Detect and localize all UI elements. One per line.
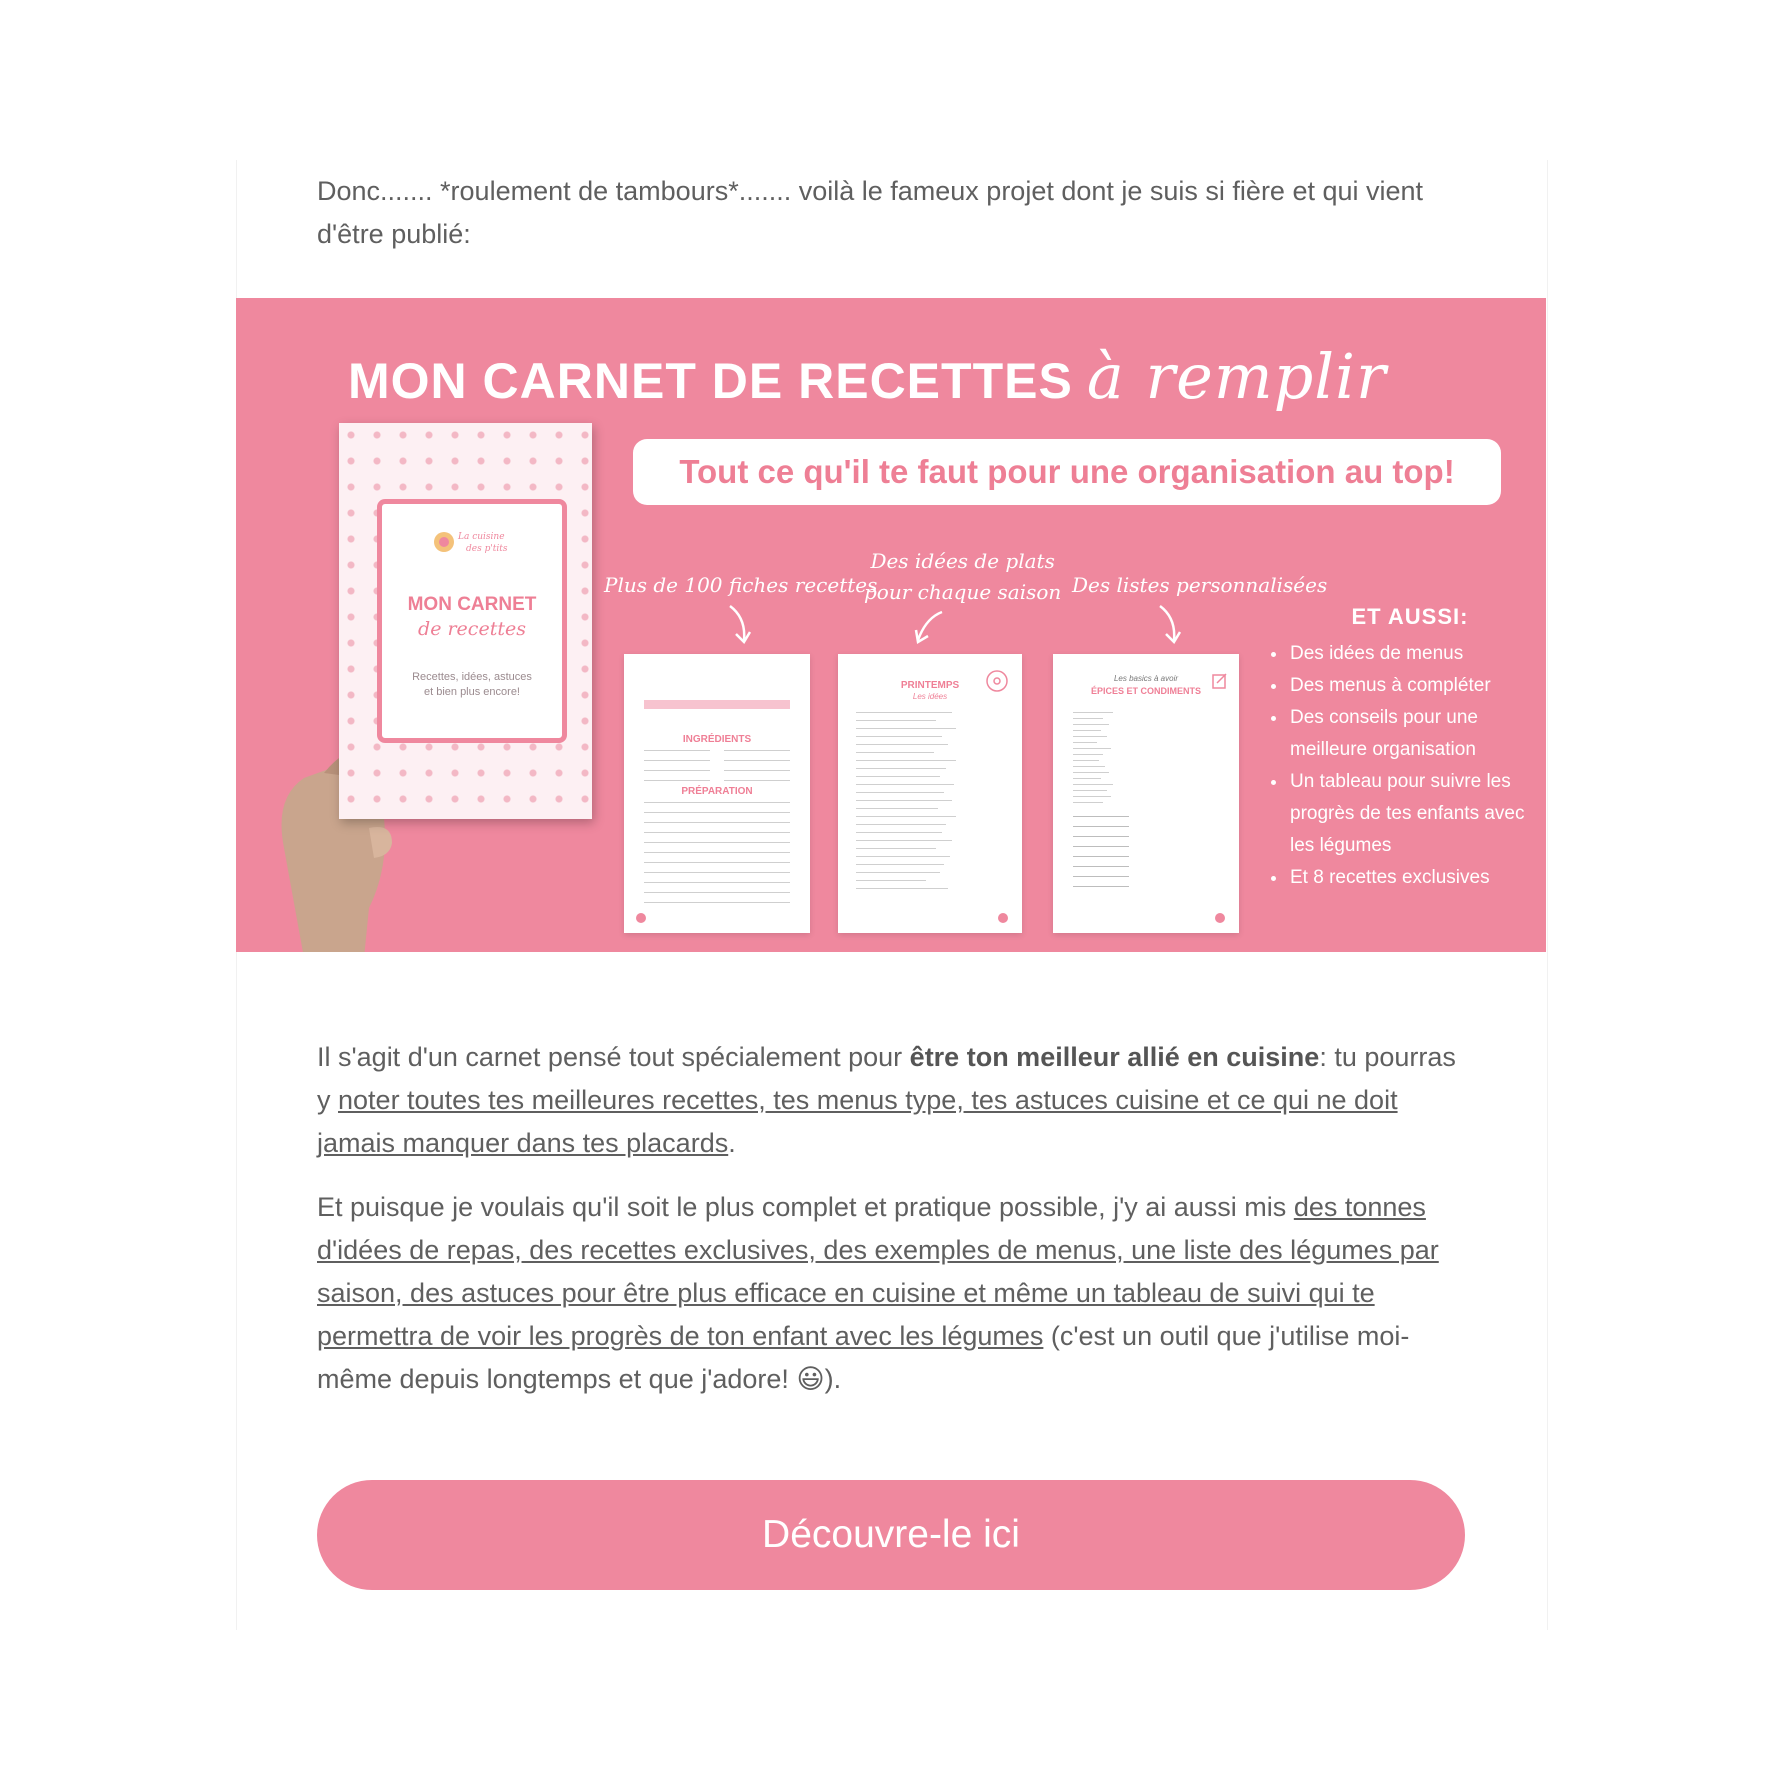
feature-label-seasons <box>864 546 1061 608</box>
sheet-line <box>644 802 790 803</box>
feature-label-lists: Des listes personnalisées <box>1072 573 1328 597</box>
sheet-line <box>644 822 790 823</box>
sheet-line <box>1073 718 1103 719</box>
sheet-line <box>856 776 940 777</box>
sheet-preparation-heading: PRÉPARATION <box>681 786 753 797</box>
flower-icon <box>984 668 1010 694</box>
sheet-line <box>1073 724 1109 725</box>
sheet-line <box>1073 784 1113 785</box>
para2-link[interactable]: des tonnes d'idées de repas, des recettes exclusives, des exemples de menus, une liste des légumes par saison, des astuces pour être plus efficace en cuisine et même un tableau de suivi qui te permettra de voir les progrès de ton enfant avec les légumes <box>317 1192 1439 1351</box>
para1-text: Il s'agit d'un carnet pensé tout spécialement pour <box>317 1042 910 1072</box>
sheet-line <box>1073 712 1113 713</box>
sheet-line <box>644 812 790 813</box>
sheet-dotted-line <box>1073 816 1129 817</box>
also-item: • Et 8 recettes exclusives <box>1288 862 1540 894</box>
sheet-dotted-line <box>1073 876 1129 877</box>
sheet-line <box>644 902 790 903</box>
sheet-line <box>1073 754 1103 755</box>
sheet-line <box>856 768 946 769</box>
para2-text: (c'est un outil que j'utilise moi-même depuis longtemps et que j'adore! <box>317 1321 1410 1394</box>
banner-tagline: Tout ce qu'il te faut pour une organisation au top! <box>633 439 1501 505</box>
sheet-line <box>1073 772 1109 773</box>
sheet-line <box>856 824 946 825</box>
arrow-down-left-icon <box>912 610 946 646</box>
sheet-line <box>856 752 934 753</box>
sheet-line <box>856 808 938 809</box>
sheet-logo-dot <box>636 913 646 923</box>
sheet-line <box>856 856 950 857</box>
sheet-line <box>1073 766 1105 767</box>
feature-label-recipes: Plus de 100 fiches recettes <box>604 573 878 597</box>
sheet-line <box>644 832 790 833</box>
book-desc-line2: et bien plus encore! <box>423 686 520 698</box>
para2-text: Et puisque je voulais qu'il soit le plus complet et pratique possible, j'y ai aussi mis <box>317 1192 1294 1222</box>
sheet-logo-dot <box>998 913 1008 923</box>
sheet-line <box>856 736 942 737</box>
sheet-line <box>644 862 790 863</box>
sheet-title-bar <box>644 700 790 709</box>
sheet-dotted-line <box>1073 826 1129 827</box>
recipe-book-cover <box>339 423 592 819</box>
sheet-spring-heading: PRINTEMPS <box>900 680 960 691</box>
sheet-line <box>856 744 948 745</box>
sheet-spices-heading: ÉPICES ET CONDIMENTS <box>1090 686 1201 696</box>
book-description <box>392 670 552 700</box>
sheet-line <box>644 892 790 893</box>
sheet-ingredients-heading: INGRÉDIENTS <box>682 734 752 745</box>
book-subtitle: de recettes <box>418 618 526 640</box>
para1-text: : tu pourras y <box>317 1042 1456 1115</box>
sheet-line <box>856 816 956 817</box>
also-item: • Un tableau pour suivre les progrès de tes enfants avec les légumes <box>1288 766 1540 862</box>
feature-label-seasons-line2: pour chaque saison <box>864 580 1062 604</box>
sheet-line <box>724 750 790 751</box>
description-paragraph-1 <box>317 1036 1467 1165</box>
para1-bold: être ton meilleur allié en cuisine <box>909 1042 1320 1072</box>
sheet-line <box>856 888 948 889</box>
description-paragraph-2 <box>317 1186 1467 1401</box>
book-title: MON CARNET <box>407 594 537 615</box>
sheet-line <box>1073 730 1101 731</box>
sheet-line <box>856 712 952 713</box>
sheet-logo-dot <box>1215 913 1225 923</box>
sheet-line <box>856 840 952 841</box>
sheet-line <box>1073 796 1111 797</box>
sheet-dotted-line <box>1073 856 1129 857</box>
spices-list-sheet-preview <box>1053 654 1239 933</box>
smiley-emoji-icon: 😃 <box>796 1364 825 1394</box>
season-sheet-preview <box>838 654 1022 933</box>
discover-button[interactable]: Découvre-le ici <box>317 1480 1465 1590</box>
banner-title-script: à remplir <box>1086 340 1387 413</box>
also-title: ET AUSSI: <box>1351 604 1469 629</box>
sheet-line <box>856 792 944 793</box>
also-included-list <box>1270 604 1540 894</box>
banner-title-main: MON CARNET DE RECETTES <box>348 353 1073 409</box>
banner-title <box>348 332 1448 422</box>
feature-label-seasons-line1: Des idées de plats <box>870 549 1055 573</box>
sheet-line <box>1073 790 1107 791</box>
sheet-line <box>724 760 790 761</box>
sheet-line <box>856 728 956 729</box>
also-item: • Des conseils pour une meilleure organisation <box>1288 702 1540 766</box>
logo-line2: des p'tits <box>466 544 508 554</box>
sheet-line <box>644 750 710 751</box>
book-desc-line1: Recettes, idées, astuces <box>412 671 532 683</box>
sheet-dotted-line <box>1073 886 1129 887</box>
sheet-line <box>856 848 936 849</box>
sheet-line <box>856 872 940 873</box>
arrow-down-icon <box>1154 604 1184 646</box>
sheet-line <box>644 842 790 843</box>
sheet-line <box>856 800 952 801</box>
sheet-line <box>1073 736 1107 737</box>
intro-text: Donc....... *roulement de tambours*....... voilà le fameux projet dont je suis si fière et qui vient d'être publié: <box>317 176 1424 249</box>
also-item: • Des idées de menus <box>1288 638 1540 670</box>
sheet-line <box>644 852 790 853</box>
sheet-line <box>644 780 710 781</box>
book-label <box>377 499 567 743</box>
sheet-dotted-line <box>1073 836 1129 837</box>
sheet-line <box>724 770 790 771</box>
sheet-line <box>644 760 710 761</box>
sheet-line <box>644 882 790 883</box>
sheet-line <box>1073 760 1099 761</box>
logo-line1: La cuisine <box>458 532 505 542</box>
sheet-dotted-line <box>1073 846 1129 847</box>
sheet-line <box>1073 742 1097 743</box>
sheet-line <box>856 720 936 721</box>
sheet-basics-sub: Les basics à avoir <box>1113 674 1179 683</box>
arrow-down-icon <box>724 604 754 646</box>
sheet-line <box>856 880 926 881</box>
also-item: • Des menus à compléter <box>1288 670 1540 702</box>
sheet-dotted-line <box>1073 866 1129 867</box>
sheet-line <box>1073 778 1101 779</box>
para2-text: ). <box>824 1364 842 1394</box>
sheet-line <box>856 784 954 785</box>
sheet-line <box>644 872 790 873</box>
notepad-icon <box>1211 672 1229 690</box>
sheet-line <box>856 832 942 833</box>
logo-icon <box>432 524 522 558</box>
sheet-line <box>1073 802 1103 803</box>
product-banner[interactable] <box>236 298 1546 952</box>
para1-link[interactable]: noter toutes tes meilleures recettes, tes menus type, tes astuces cuisine et ce qui ne doit jamais manquer dans tes placards <box>317 1085 1398 1158</box>
recipe-sheet-preview <box>624 654 810 933</box>
sheet-line <box>724 780 790 781</box>
sheet-line <box>644 770 710 771</box>
para1-text: . <box>728 1128 736 1158</box>
sheet-spring-sub: Les idées <box>912 692 948 701</box>
sheet-line <box>856 760 956 761</box>
sheet-line <box>1073 748 1111 749</box>
sheet-line <box>856 864 944 865</box>
